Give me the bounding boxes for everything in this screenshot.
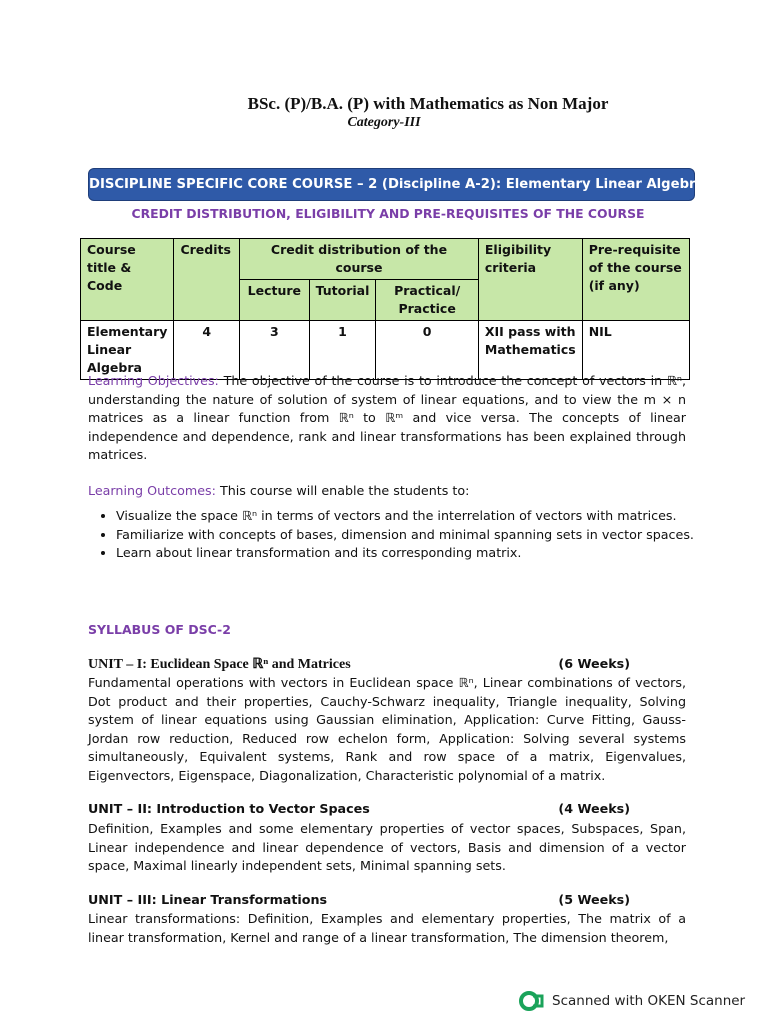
syllabus-heading: SYLLABUS OF DSC-2 (88, 622, 231, 637)
header-tutorial: Tutorial (309, 280, 376, 321)
oken-logo-icon (518, 990, 544, 1012)
outcomes-label: Learning Outcomes: (88, 483, 216, 498)
unit-title: UNIT – II: Introduction to Vector Spaces (88, 801, 370, 816)
cell-eligibility: XII pass with Mathematics (478, 321, 582, 380)
unit-title: UNIT – I: Euclidean Space ℝⁿ and Matrices (88, 657, 351, 672)
unit-3-heading (88, 892, 686, 907)
learning-outcomes (88, 482, 686, 501)
course-table (80, 238, 690, 380)
objectives-text: The objective of the course is to introduce the concept of vectors in ℝⁿ, understanding the nature of solution of system of linear equations, and to view the m × n matrices as a linear function from ℝⁿ to ℝᵐ and vice versa. The concepts of linear independence and dependence, rank and linear transformations has been explained through matrices. (88, 373, 686, 462)
cell-course: Elementary Linear Algebra (81, 321, 174, 380)
unit-1-text: Fundamental operations with vectors in Euclidean space ℝⁿ, Linear combinations of vectors, Dot product and their properties, Cauchy-Schwarz inequality, Triangle inequality, Solving system of linear equations using Gaussian elimination, Application: Curve Fitting, Gauss-Jordan row reduction, Reduced row echelon form, Application: Solving several systems simultaneously, Equivalent systems, Rank and row space of a matrix, Eigenvalues, Eigenvectors, Eigenspace, Diagonalization, Characteristic polynomial of a matrix. (88, 675, 686, 783)
unit-2-heading (88, 801, 686, 816)
header-practical: Practical/ Practice (376, 280, 478, 321)
unit-3-text: Linear transformations: Definition, Examples and elementary properties, The matrix of a linear transformation, Kernel and range of a linear transformation, The dimension theorem, (88, 911, 686, 945)
unit-1-heading (88, 656, 686, 673)
unit-weeks: (4 Weeks) (558, 801, 630, 816)
category-subtitle: Category-III (347, 115, 421, 130)
cell-lecture: 3 (240, 321, 310, 380)
list-item: • Learn about linear transformation and its corresponding matrix. (116, 544, 712, 563)
header-lecture: Lecture (240, 280, 310, 321)
unit-weeks: (5 Weeks) (558, 892, 630, 907)
cell-prereq: NIL (582, 321, 689, 380)
page-title: BSc. (P)/B.A. (P) with Mathematics as Non Major (247, 94, 609, 113)
unit-weeks: (6 Weeks) (558, 656, 630, 671)
learning-objectives (88, 372, 686, 465)
header-distribution: Credit distribution of the course (240, 239, 479, 280)
header-credits: Credits (174, 239, 240, 321)
header-eligibility: Eligibility criteria (478, 239, 582, 321)
list-item: • Familiarize with concepts of bases, dimension and minimal spanning sets in vector spaces. (116, 526, 712, 545)
cell-tutorial: 1 (309, 321, 376, 380)
header-prereq: Pre-requisite of the course (if any) (582, 239, 689, 321)
cell-practical: 0 (376, 321, 478, 380)
cell-credits: 4 (174, 321, 240, 380)
outcomes-list (90, 507, 712, 563)
header-course: Course title & Code (81, 239, 174, 321)
objectives-label: Learning Objectives: (88, 373, 219, 388)
scanner-text: Scanned with OKEN Scanner (552, 993, 746, 1009)
scanner-watermark (518, 990, 745, 1012)
outcomes-intro: This course will enable the students to: (219, 483, 470, 498)
unit-title: UNIT – III: Linear Transformations (88, 892, 328, 907)
list-item: • Visualize the space ℝⁿ in terms of vectors and the interrelation of vectors with matrices. (116, 507, 712, 526)
credit-heading: CREDIT DISTRIBUTION, ELIGIBILITY AND PRE-REQUISITES OF THE COURSE (131, 206, 645, 221)
unit-2-text: Definition, Examples and some elementary properties of vector spaces, Subspaces, Span, Linear independence and linear dependence of vectors, Basis and dimension of a vector space, Maximal linearly independent sets, Minimal spanning sets. (88, 821, 686, 873)
course-banner: DISCIPLINE SPECIFIC CORE COURSE – 2 (Discipline A-2): Elementary Linear Algebra (88, 168, 695, 201)
